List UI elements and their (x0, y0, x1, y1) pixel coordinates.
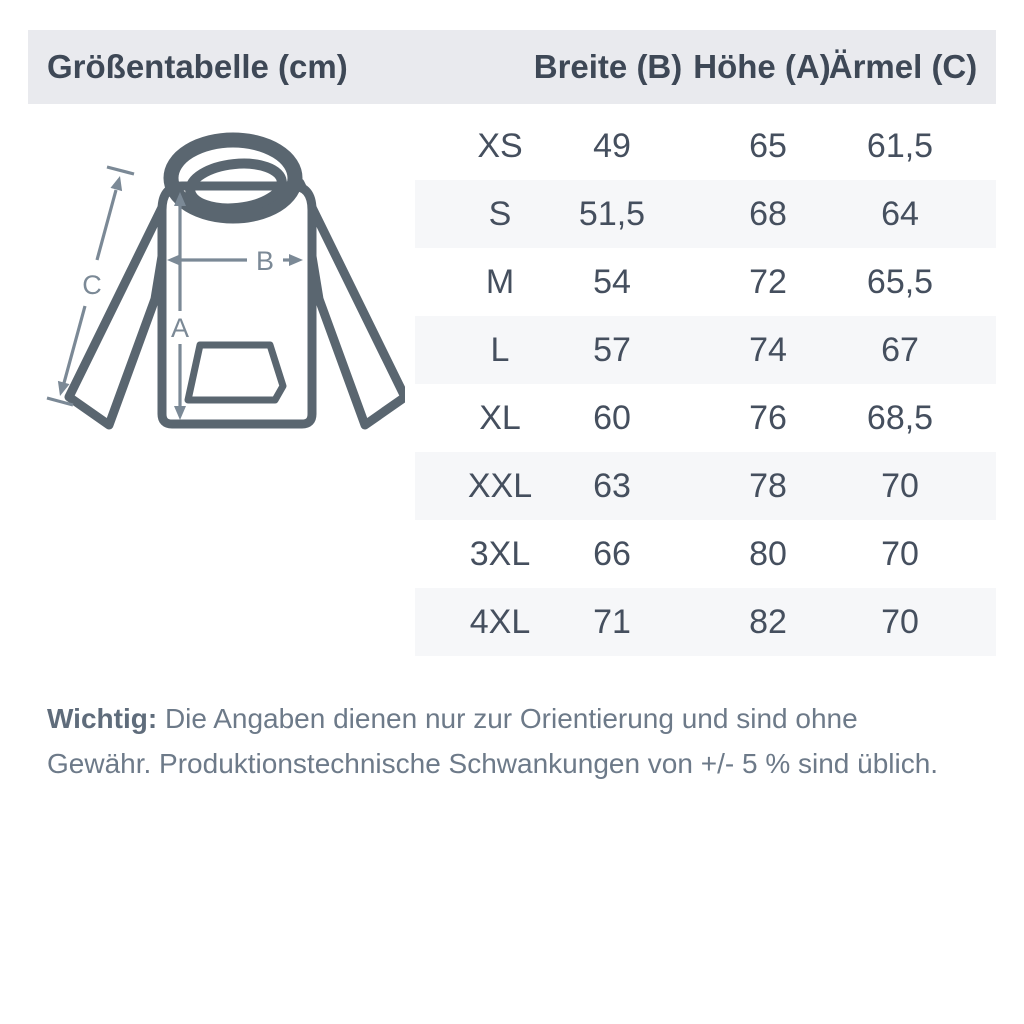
hoehe-value: 65 (749, 127, 787, 165)
hoehe-value: 72 (749, 263, 787, 301)
breite-value: 49 (593, 127, 631, 165)
breite-value: 66 (593, 535, 631, 573)
disclaimer-text: Die Angaben dienen nur zur Orientierung und sind ohne Gewähr. Produktionstechnische Schwankungen von +/- 5 % sind üblich. (47, 703, 939, 779)
aermel-value: 61,5 (866, 127, 934, 165)
breite-value: 54 (593, 263, 631, 301)
aermel-value: 65,5 (866, 263, 934, 301)
page-title: Größentabelle (cm) (47, 48, 348, 85)
aermel-value: 70 (881, 603, 919, 641)
hoehe-value: 76 (749, 399, 787, 437)
table-row (415, 248, 996, 316)
size-label: XXL (467, 467, 533, 505)
hoehe-value: 82 (749, 603, 787, 641)
aermel-value: 68,5 (866, 399, 934, 437)
aermel-value: 64 (881, 195, 919, 233)
table-row (415, 520, 996, 588)
size-table (415, 112, 996, 656)
column-header-aermel: Ärmel (C) (828, 48, 978, 85)
column-header-hoehe: Höhe (A) (693, 48, 831, 85)
table-row (415, 452, 996, 520)
size-label: XS (477, 127, 523, 165)
table-row (415, 112, 996, 180)
table-header-band (28, 30, 996, 104)
dimension-label-c: C (82, 270, 102, 300)
hoodie-pocket (188, 345, 283, 400)
table-row (415, 180, 996, 248)
aermel-value: 70 (881, 467, 919, 505)
breite-value: 71 (593, 603, 631, 641)
aermel-value: 70 (881, 535, 919, 573)
hoehe-value: 74 (749, 331, 787, 369)
hoehe-value: 78 (749, 467, 787, 505)
dimension-label-a: A (170, 313, 190, 343)
disclaimer-label: Wichtig: (47, 703, 158, 734)
column-header-breite: Breite (B) (533, 48, 683, 85)
table-row (415, 316, 996, 384)
table-row (415, 384, 996, 452)
disclaimer-note (47, 696, 947, 786)
hoehe-value: 80 (749, 535, 787, 573)
hoehe-value: 68 (749, 195, 787, 233)
size-label: 3XL (469, 535, 531, 573)
breite-value: 60 (593, 399, 631, 437)
hoodie-diagram (45, 126, 405, 448)
size-label: XL (479, 399, 521, 437)
table-row (415, 588, 996, 656)
breite-value: 63 (593, 467, 631, 505)
size-label: L (490, 331, 510, 369)
breite-value: 51,5 (578, 195, 646, 233)
aermel-value: 67 (881, 331, 919, 369)
size-label: 4XL (469, 603, 531, 641)
breite-value: 57 (593, 331, 631, 369)
hoodie-diagram-icon (45, 126, 405, 448)
size-label: S (488, 195, 512, 233)
dimension-label-b: B (255, 246, 275, 276)
size-label: M (485, 263, 515, 301)
